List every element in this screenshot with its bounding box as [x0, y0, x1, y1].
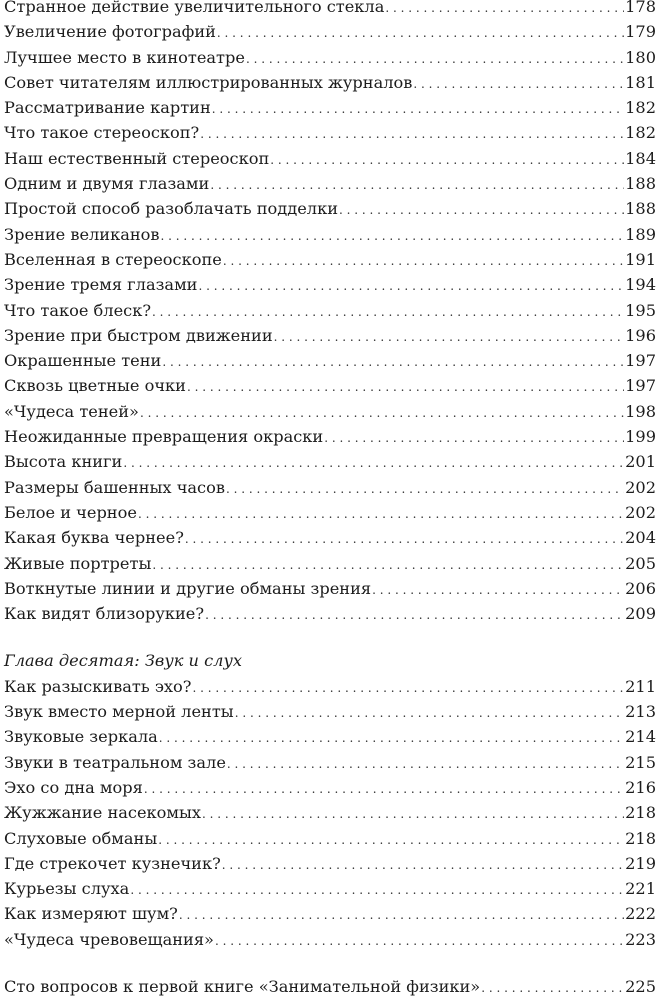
- dot-leader: [185, 525, 624, 550]
- toc-entry: [4, 927, 656, 952]
- entry-title: Наш естественный стереоскоп: [4, 148, 270, 168]
- toc-entry: [4, 525, 656, 550]
- toc-entry: [4, 247, 656, 272]
- entry-page-number: 215: [625, 752, 656, 772]
- toc-entry: [4, 95, 656, 120]
- toc-entry: [4, 775, 656, 800]
- dot-leader: [227, 750, 624, 775]
- toc-entry: [4, 475, 656, 500]
- toc-entry: [4, 424, 656, 449]
- toc-final-section: [4, 974, 656, 999]
- entry-page-number: 178: [625, 0, 656, 16]
- entry-page-number: 191: [625, 249, 656, 269]
- toc-entry: [4, 196, 656, 221]
- dot-leader: [152, 551, 624, 576]
- entry-page-number: 196: [625, 325, 656, 345]
- entry-title: Эхо со дна моря: [4, 777, 143, 797]
- entry-page-number: 202: [625, 502, 656, 522]
- toc-entry: [4, 876, 656, 901]
- dot-leader: [198, 272, 624, 297]
- entry-title: Вселенная в стереоскопе: [4, 249, 222, 269]
- entry-page-number: 222: [625, 904, 656, 924]
- dot-leader: [162, 348, 624, 373]
- entry-page-number: 218: [625, 803, 656, 823]
- toc-section-optics: [4, 0, 656, 626]
- toc-entry: [4, 19, 656, 44]
- entry-title: Что такое блеск?: [4, 300, 152, 320]
- chapter-heading: Глава десятая: Звук и слух: [4, 651, 243, 671]
- dot-leader: [385, 0, 624, 19]
- toc-entry: [4, 449, 656, 474]
- dot-leader: [192, 674, 624, 699]
- toc-entry: [4, 399, 656, 424]
- toc-entry: [4, 348, 656, 373]
- entry-page-number: 195: [625, 300, 656, 320]
- entry-page-number: 206: [625, 578, 656, 598]
- entry-page-number: 182: [625, 98, 656, 118]
- entry-page-number: 216: [625, 777, 656, 797]
- entry-title: Совет читателям иллюстрированных журналов: [4, 72, 413, 92]
- entry-page-number: 180: [625, 47, 656, 67]
- entry-title: Звук вместо мерной ленты: [4, 702, 234, 722]
- entry-title: Какая буква чернее?: [4, 528, 184, 548]
- toc-entry: [4, 146, 656, 171]
- entry-title: Как видят близорукие?: [4, 604, 205, 624]
- dot-leader: [222, 851, 624, 876]
- toc-entry: [4, 0, 656, 19]
- toc-entry: [4, 298, 656, 323]
- entry-title: Как разыскивать эхо?: [4, 676, 192, 696]
- entry-page-number: 197: [625, 376, 656, 396]
- entry-page-number: 223: [625, 929, 656, 949]
- dot-leader: [130, 876, 624, 901]
- entry-page-number: 197: [625, 351, 656, 371]
- toc-entry: [4, 750, 656, 775]
- entry-title: Как измеряют шум?: [4, 904, 178, 924]
- dot-leader: [217, 19, 624, 44]
- entry-page-number: 189: [625, 224, 656, 244]
- toc-entry: [4, 601, 656, 626]
- entry-title: Курьезы слуха: [4, 879, 130, 899]
- entry-page-number: 199: [625, 427, 656, 447]
- entry-title: Сто вопросов к первой книге «Занимательной физики»: [4, 976, 481, 996]
- toc-section-sound: [4, 674, 656, 952]
- dot-leader: [226, 475, 624, 500]
- entry-title: Сквозь цветные очки: [4, 376, 186, 396]
- dot-leader: [158, 826, 624, 851]
- dot-leader: [179, 901, 624, 926]
- toc-entry: [4, 222, 656, 247]
- entry-title: Воткнутые линии и другие обманы зрения: [4, 578, 372, 598]
- entry-title: Размеры башенных часов: [4, 477, 225, 497]
- entry-title: Окрашенные тени: [4, 351, 162, 371]
- entry-page-number: 209: [625, 604, 656, 624]
- table-of-contents: [4, 0, 656, 999]
- entry-page-number: 211: [625, 676, 656, 696]
- toc-entry: [4, 826, 656, 851]
- entry-title: Одним и двумя глазами: [4, 174, 210, 194]
- dot-leader: [200, 120, 624, 145]
- dot-leader: [324, 424, 624, 449]
- entry-page-number: 219: [625, 853, 656, 873]
- entry-page-number: 179: [625, 22, 656, 42]
- dot-leader: [187, 373, 624, 398]
- dot-leader: [339, 196, 624, 221]
- toc-entry: [4, 851, 656, 876]
- dot-leader: [205, 601, 624, 626]
- dot-leader: [270, 146, 624, 171]
- entry-title: Звуковые зеркала: [4, 727, 158, 747]
- entry-page-number: 188: [625, 199, 656, 219]
- toc-entry: [4, 45, 656, 70]
- entry-title: Неожиданные превращения окраски: [4, 427, 324, 447]
- entry-title: Жужжание насекомых: [4, 803, 202, 823]
- toc-entry: [4, 171, 656, 196]
- entry-title: Белое и черное: [4, 502, 137, 522]
- toc-entry: [4, 901, 656, 926]
- toc-entry: [4, 272, 656, 297]
- dot-leader: [223, 247, 624, 272]
- entry-page-number: 188: [625, 174, 656, 194]
- dot-leader: [159, 724, 624, 749]
- entry-page-number: 218: [625, 828, 656, 848]
- toc-entry: [4, 323, 656, 348]
- entry-page-number: 213: [625, 702, 656, 722]
- entry-title: Звуки в театральном зале: [4, 752, 226, 772]
- toc-entry: [4, 70, 656, 95]
- toc-entry: [4, 576, 656, 601]
- entry-title: Простой способ разоблачать подделки: [4, 199, 339, 219]
- dot-leader: [144, 775, 624, 800]
- entry-title: Лучшее место в кинотеатре: [4, 47, 245, 67]
- entry-title: «Чудеса чревовещания»: [4, 929, 214, 949]
- entry-page-number: 194: [625, 275, 656, 295]
- toc-entry: [4, 551, 656, 576]
- toc-entry: [4, 373, 656, 398]
- toc-entry: [4, 800, 656, 825]
- dot-leader: [161, 222, 625, 247]
- toc-entry: [4, 500, 656, 525]
- entry-title: Увеличение фотографий: [4, 22, 216, 42]
- entry-page-number: 204: [625, 528, 656, 548]
- toc-entry: [4, 724, 656, 749]
- dot-leader: [413, 70, 624, 95]
- dot-leader: [212, 95, 624, 120]
- entry-title: Слуховые обманы: [4, 828, 158, 848]
- entry-title: Высота книги: [4, 452, 123, 472]
- entry-title: «Чудеса теней»: [4, 401, 139, 421]
- dot-leader: [372, 576, 624, 601]
- toc-entry: [4, 974, 656, 999]
- toc-entry: [4, 699, 656, 724]
- entry-page-number: 198: [625, 401, 656, 421]
- dot-leader: [235, 699, 624, 724]
- entry-page-number: 221: [625, 879, 656, 899]
- entry-title: Что такое стереоскоп?: [4, 123, 200, 143]
- entry-page-number: 202: [625, 477, 656, 497]
- dot-leader: [246, 45, 624, 70]
- entry-title: Зрение великанов: [4, 224, 160, 244]
- entry-page-number: 214: [625, 727, 656, 747]
- entry-title: Зрение при быстром движении: [4, 325, 273, 345]
- dot-leader: [274, 323, 624, 348]
- dot-leader: [152, 298, 624, 323]
- entry-page-number: 201: [625, 452, 656, 472]
- dot-leader: [202, 800, 624, 825]
- entry-page-number: 184: [625, 148, 656, 168]
- entry-page-number: 182: [625, 123, 656, 143]
- dot-leader: [138, 500, 624, 525]
- entry-title: Зрение тремя глазами: [4, 275, 198, 295]
- dot-leader: [123, 449, 624, 474]
- dot-leader: [481, 974, 624, 999]
- entry-title: Странное действие увеличительного стекла: [4, 0, 385, 16]
- dot-leader: [215, 927, 624, 952]
- toc-entry: [4, 674, 656, 699]
- toc-entry: [4, 120, 656, 145]
- entry-page-number: 181: [625, 72, 656, 92]
- entry-page-number: 225: [625, 976, 656, 996]
- entry-title: Рассматривание картин: [4, 98, 211, 118]
- dot-leader: [140, 399, 624, 424]
- entry-title: Живые портреты: [4, 553, 152, 573]
- entry-page-number: 205: [625, 553, 656, 573]
- dot-leader: [210, 171, 624, 196]
- entry-title: Где стрекочет кузнечик?: [4, 853, 221, 873]
